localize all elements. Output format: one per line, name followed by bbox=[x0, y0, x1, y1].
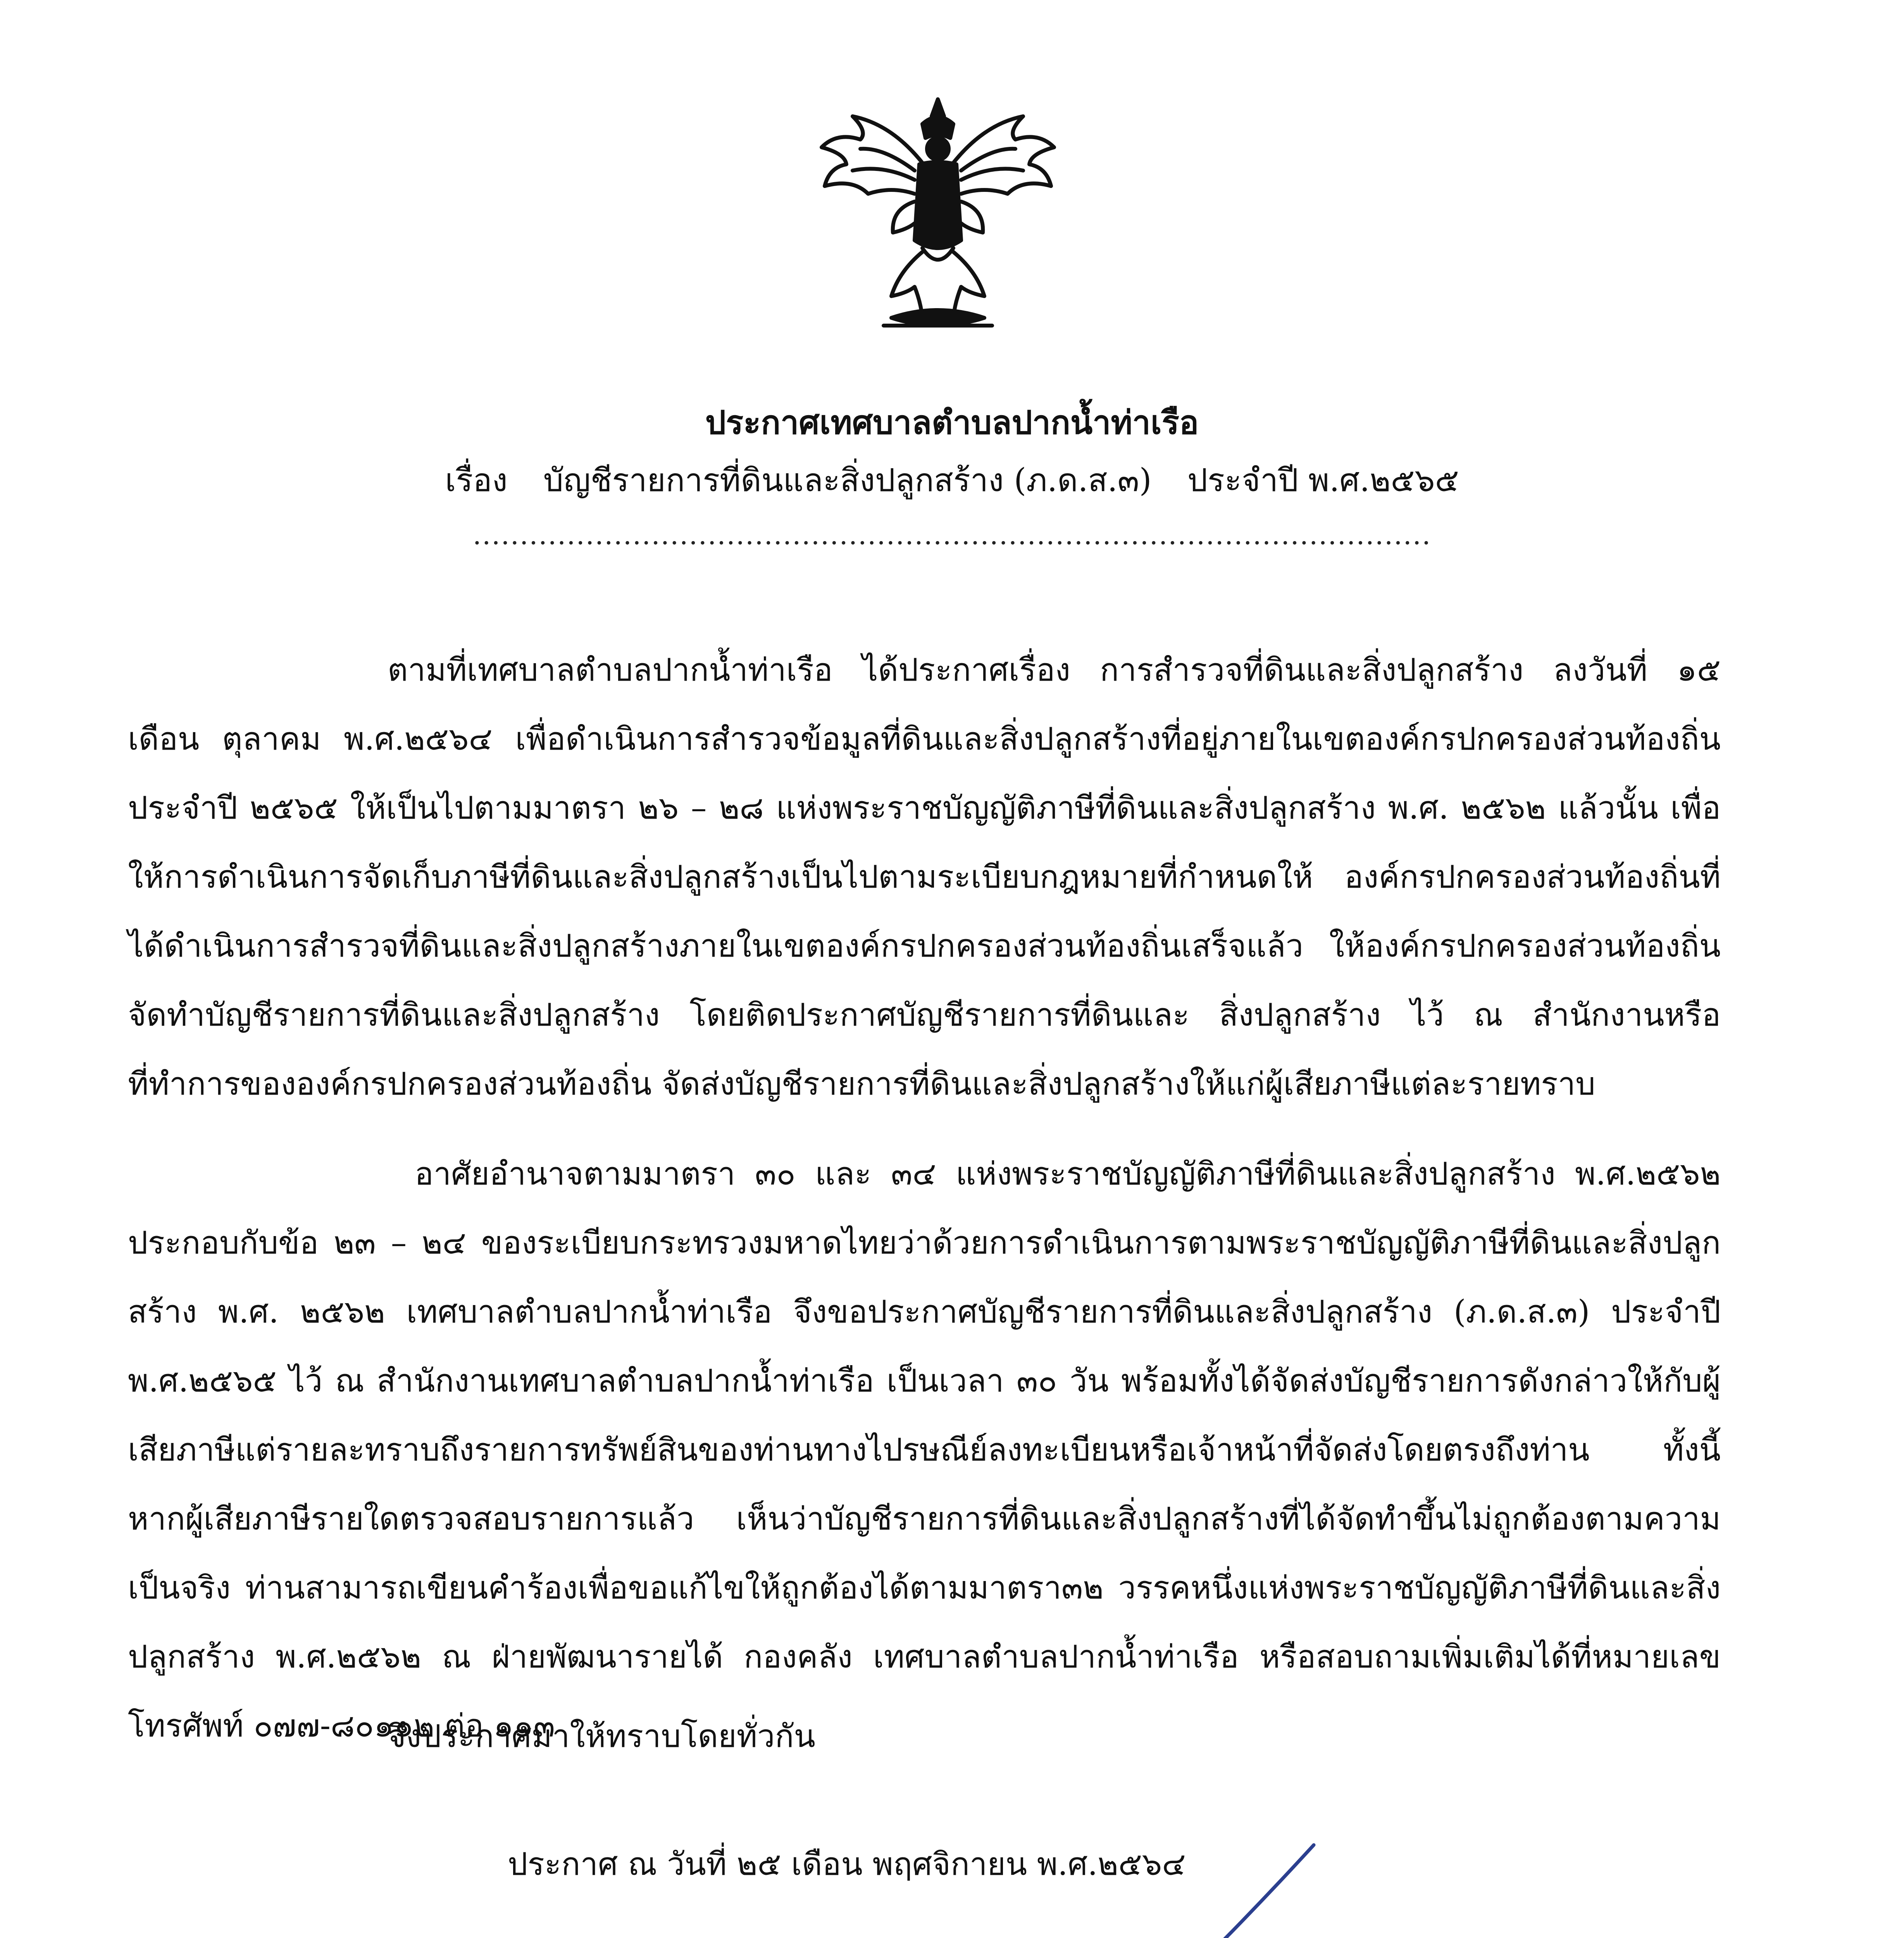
announcement-title: ประกาศเทศบาลตำบลปากน้ำท่าเรือ bbox=[705, 403, 1199, 441]
subject-text: บัญชีรายการที่ดินและสิ่งปลูกสร้าง (ภ.ด.ส.๓) bbox=[543, 462, 1152, 499]
subject-prefix: เรื่อง bbox=[445, 462, 508, 499]
body-paragraph-2: อาศัยอำนาจตามมาตรา ๓๐ และ ๓๔ แห่งพระราชบัญญัติภาษีที่ดินและสิ่งปลูกสร้าง พ.ศ.๒๕๖๒ ประกอบกับข้อ ๒๓ – ๒๔ ของระเบียบกระทรวงมหาดไทยว่าด้วยการดำเนินการตามพระราชบัญญัติภาษีที่ดินและสิ่งปลูกสร้าง พ.ศ. ๒๕๖๒ เทศบาลตำบลปากน้ำท่าเรือ จึงขอประกาศบัญชีรายการที่ดินและสิ่งปลูกสร้าง (ภ.ด.ส.๓) ประจำปี พ.ศ.๒๕๖๕ ไว้ ณ สำนักงานเทศบาลตำบลปากน้ำท่าเรือ เป็นเวลา ๓๐ วัน พร้อมทั้งได้จัดส่งบัญชีรายการดังกล่าวให้กับผู้เสียภาษีแต่รายละทราบถึงรายการทรัพย์สินของท่านทางไปรษณีย์ลงทะเบียนหรือเจ้าหน้าที่จัดส่งโดยตรงถึงท่าน ทั้งนี้ หากผู้เสียภาษีรายใดตรวจสอบรายการแล้ว เห็นว่าบัญชีรายการที่ดินและสิ่งปลูกสร้างที่ได้จัดทำขึ้นไม่ถูกต้องตามความเป็นจริง ท่านสามารถเขียนคำร้องเพื่อขอแก้ไขให้ถูกต้องได้ตามมาตรา๓๒ วรรคหนึ่งแห่งพระราชบัญญัติภาษีที่ดินและสิ่งปลูกสร้าง พ.ศ.๒๕๖๒ ณ ฝ่ายพัฒนารายได้ กองคลัง เทศบาลตำบลปากน้ำท่าเรือ หรือสอบถามเพิ่มเติมได้ที่หมายเลขโทรศัพท์ ๐๗๗-๘๐๑๑๒ ต่อ ๑๑๓ bbox=[128, 1156, 1721, 1744]
closing-statement: จึงประกาศมาให้ทราบโดยทั่วกัน bbox=[388, 1718, 815, 1755]
garuda-emblem-icon bbox=[806, 93, 1070, 341]
announcement-dateline: ประกาศ ณ วันที่ ๒๕ เดือน พฤศจิกายน พ.ศ.๒๕๖๔ bbox=[508, 1846, 1186, 1883]
title-divider: ...................................................................................................... bbox=[472, 519, 1432, 551]
announcement-subject bbox=[0, 459, 1904, 502]
subject-year: ประจำปี พ.ศ.๒๕๖๕ bbox=[1187, 462, 1459, 499]
handwritten-signature bbox=[957, 1837, 1322, 1938]
body-paragraph-1: ตามที่เทศบาลตำบลปากน้ำท่าเรือ ได้ประกาศเรื่อง การสำรวจที่ดินและสิ่งปลูกสร้าง ลงวันที่ ๑๕ เดือน ตุลาคม พ.ศ.๒๕๖๔ เพื่อดำเนินการสำรวจข้อมูลที่ดินและสิ่งปลูกสร้างที่อยู่ภายในเขตองค์กรปกครองส่วนท้องถิ่น ประจำปี ๒๕๖๕ ให้เป็นไปตามมาตรา ๒๖ – ๒๘ แห่งพระราชบัญญัติภาษีที่ดินและสิ่งปลูกสร้าง พ.ศ. ๒๕๖๒ แล้วนั้น เพื่อให้การดำเนินการจัดเก็บภาษีที่ดินและสิ่งปลูกสร้างเป็นไปตามระเบียบกฎหมายที่กำหนดให้ องค์กรปกครองส่วนท้องถิ่นที่ได้ดำเนินการสำรวจที่ดินและสิ่งปลูกสร้างภายในเขตองค์กรปกครองส่วนท้องถิ่นเสร็จแล้ว ให้องค์กรปกครองส่วนท้องถิ่นจัดทำบัญชีรายการที่ดินและสิ่งปลูกสร้าง โดยติดประกาศบัญชีรายการที่ดินและ สิ่งปลูกสร้าง ไว้ ณ สำนักงานหรือที่ทำการขององค์กรปกครองส่วนท้องถิ่น จัดส่งบัญชีรายการที่ดินและสิ่งปลูกสร้างให้แก่ผู้เสียภาษีแต่ละรายทราบ bbox=[128, 652, 1721, 1102]
